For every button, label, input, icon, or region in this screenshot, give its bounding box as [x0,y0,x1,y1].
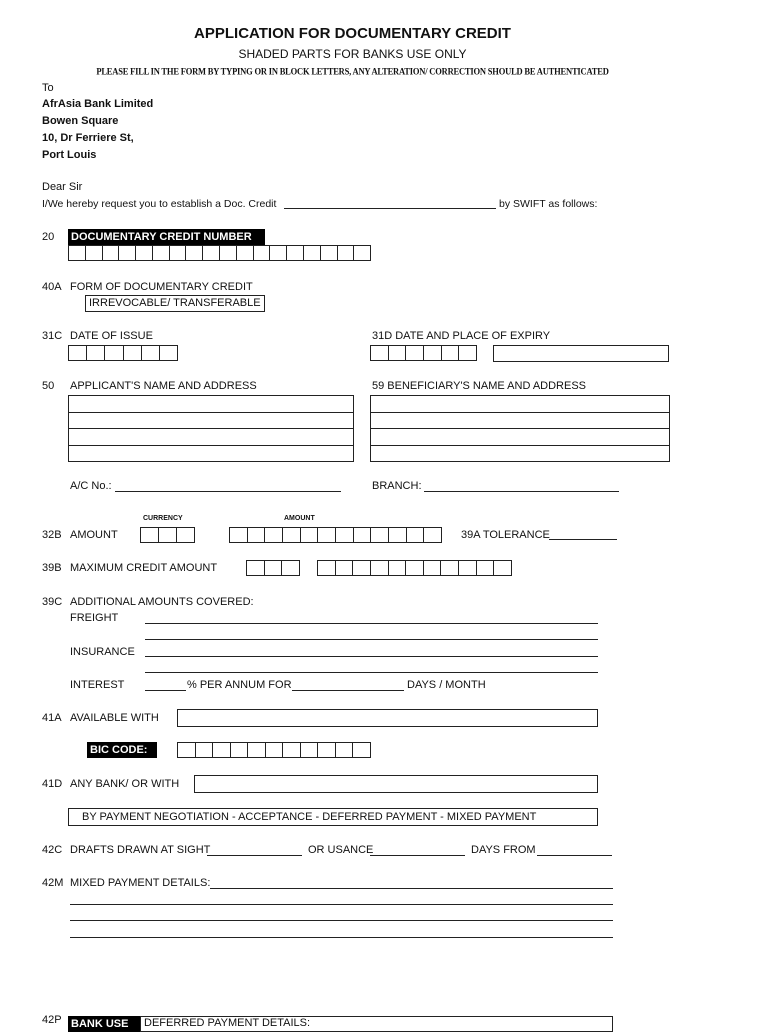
doc-credit-type-line[interactable] [284,208,496,209]
freight-line-1[interactable] [145,623,598,624]
mixed-payment-line-4[interactable] [70,937,613,938]
request-suffix: by SWIFT as follows: [499,198,598,210]
available-with-field[interactable] [177,709,598,727]
interest-period-label: DAYS / MONTH [407,679,486,691]
any-bank-label: ANY BANK/ OR WITH [70,778,180,790]
form-notice: PLEASE FILL IN THE FORM BY TYPING OR IN BLOCK LETTERS, ANY ALTERATION/ CORRECTION SHOULD BE AUTHENTICATED [96,65,609,77]
insurance-line-1[interactable] [145,656,598,657]
deferred-payment-label[interactable]: DEFERRED PAYMENT DETAILS: [140,1016,613,1032]
account-number-label: A/C No.: [70,480,112,492]
any-bank-field[interactable] [194,775,598,793]
max-credit-amount-cells[interactable] [317,560,512,576]
available-with-label: AVAILABLE WITH [70,712,159,724]
bic-code-label: BIC CODE: [87,742,157,758]
field-code-39c: 39C [42,596,63,608]
mixed-payment-line-2[interactable] [70,904,613,905]
usance-line[interactable] [370,855,465,856]
form-of-credit-value[interactable]: IRREVOCABLE/ TRANSFERABLE [85,295,265,312]
address-city: Port Louis [42,149,97,161]
account-number-line[interactable] [115,491,341,492]
date-of-issue-label: DATE OF ISSUE [70,330,153,342]
expiry-label: 31D DATE AND PLACE OF EXPIRY [372,330,551,342]
expiry-place-field[interactable] [493,345,669,362]
field-code-42m: 42M [42,877,64,889]
applicant-address-box[interactable] [68,395,354,462]
beneficiary-address-box[interactable] [370,395,670,462]
currency-caption: CURRENCY [143,515,183,522]
mixed-payment-label: MIXED PAYMENT DETAILS: [70,877,211,889]
max-credit-label: MAXIMUM CREDIT AMOUNT [70,562,218,574]
insurance-line-2[interactable] [145,672,598,673]
interest-days-line[interactable] [292,690,404,691]
payment-options[interactable]: BY PAYMENT NEGOTIATION - ACCEPTANCE - DEFERRED PAYMENT - MIXED PAYMENT [68,808,598,826]
address-to: To [42,82,54,94]
field-code-42p: 42P [42,1014,62,1026]
credit-number-cells [68,245,371,261]
field-code-41a: 41A [42,712,62,724]
tolerance-label: 39A TOLERANCE [461,529,550,541]
drafts-sight-line[interactable] [207,855,302,856]
field-code-20: 20 [42,231,55,243]
freight-label: FREIGHT [70,612,119,624]
mixed-payment-line-1[interactable] [210,888,613,889]
interest-pct-label: % PER ANNUM FOR [187,679,292,691]
tolerance-line[interactable] [549,539,617,540]
field-code-50: 50 [42,380,55,392]
amount-label: AMOUNT [70,529,118,541]
bank-use-label: BANK USE [68,1016,140,1032]
field-code-39b: 39B [42,562,62,574]
interest-rate-line[interactable] [145,690,186,691]
bic-code-cells[interactable] [177,742,371,758]
amount-cells[interactable] [229,527,442,543]
field-code-32b: 32B [42,529,62,541]
form-title: APPLICATION FOR DOCUMENTARY CREDIT [194,25,511,42]
field-code-31c: 31C [42,330,63,342]
request-prefix: I/We hereby request you to establish a Doc. Credit [42,198,277,210]
mixed-payment-line-3[interactable] [70,920,613,921]
freight-line-2[interactable] [145,639,598,640]
days-from-label: DAYS FROM [471,844,536,856]
insurance-label: INSURANCE [70,646,135,658]
credit-number-label: DOCUMENTARY CREDIT NUMBER [68,229,265,245]
days-from-line[interactable] [537,855,612,856]
beneficiary-label: 59 BENEFICIARY'S NAME AND ADDRESS [372,380,587,392]
date-of-issue-cells[interactable] [68,345,178,361]
field-code-41d: 41D [42,778,63,790]
max-credit-currency-cells[interactable] [246,560,300,576]
branch-label: BRANCH: [372,480,422,492]
currency-cells[interactable] [140,527,195,543]
address-line2: 10, Dr Ferriere St, [42,132,134,144]
amount-caption: AMOUNT [284,515,315,522]
additional-amounts-label: ADDITIONAL AMOUNTS COVERED: [70,596,254,608]
form-of-credit-label: FORM OF DOCUMENTARY CREDIT [70,281,253,293]
usance-label: OR USANCE [308,844,374,856]
bank-name: AfrAsia Bank Limited [42,98,154,110]
form-subtitle: SHADED PARTS FOR BANKS USE ONLY [238,47,467,61]
salutation: Dear Sir [42,181,83,193]
field-code-40a: 40A [42,281,62,293]
drafts-label: DRAFTS DRAWN AT SIGHT [70,844,211,856]
interest-label: INTEREST [70,679,125,691]
applicant-label: APPLICANT'S NAME AND ADDRESS [70,380,257,392]
branch-line[interactable] [424,491,619,492]
address-line1: Bowen Square [42,115,119,127]
expiry-date-cells[interactable] [370,345,477,361]
field-code-42c: 42C [42,844,63,856]
